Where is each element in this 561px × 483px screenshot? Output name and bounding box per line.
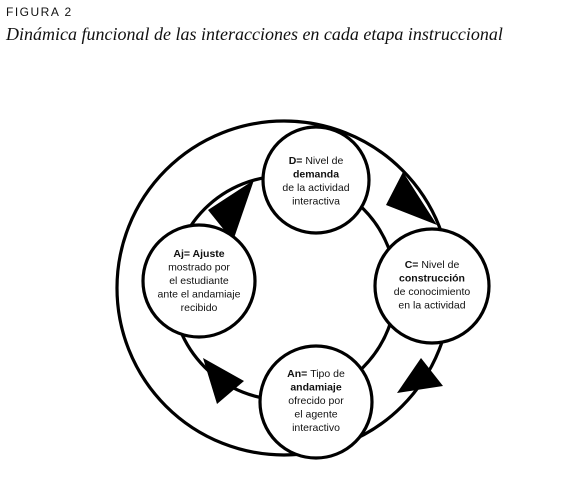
node-label-text: Tipo de: [310, 368, 345, 380]
node-label-line: [294, 409, 337, 421]
node-c-label: [394, 259, 471, 312]
node-label-bold-text: construcción: [399, 272, 465, 285]
node-label-line: [398, 300, 465, 312]
arrow-bottom-left-icon: [203, 358, 244, 404]
node-label-text: en la actividad: [398, 299, 466, 312]
node-label-line: [282, 182, 349, 194]
node-an-label: [287, 368, 345, 434]
node-label-text: recibido: [180, 302, 218, 314]
node-label-line: [292, 422, 340, 434]
node-label-text: interactiva: [292, 195, 340, 208]
node-label-line: [288, 395, 344, 407]
node-label-text: el estudiante: [169, 275, 229, 287]
figure-title: Dinámica funcional de las interacciones en cada etapa instruccional: [6, 24, 503, 44]
node-label-line: [289, 155, 344, 167]
node-label-text: de la actividad: [282, 182, 350, 194]
node-label-bold-text: Aj= Ajuste: [173, 248, 225, 260]
node-label-bold-text: C=: [404, 259, 422, 271]
node-label-line: [169, 275, 229, 287]
node-label-line: [394, 286, 471, 298]
node-label-text: mostrado por: [168, 261, 230, 274]
node-label-line: [293, 169, 339, 181]
node-label-line: [399, 273, 465, 285]
node-label-text: de conocimiento: [393, 286, 471, 298]
node-label-text: ofrecido por: [288, 395, 344, 407]
node-label-line: [173, 248, 224, 260]
node-label-line: [181, 302, 218, 314]
node-label-bold-text: An=: [287, 368, 311, 380]
node-label-text: Nivel de: [305, 155, 344, 167]
node-label-text: Nivel de: [421, 259, 460, 271]
figure-label: FIGURA 2: [6, 5, 73, 19]
node-label-line: [290, 382, 342, 394]
arrow-bottom-right-icon: [397, 358, 443, 393]
node-label-line: [287, 368, 345, 380]
node-label-bold-text: andamiaje: [290, 381, 342, 394]
node-label-bold-text: demanda: [292, 168, 340, 181]
node-label-text: el agente: [294, 408, 338, 421]
node-label-text: ante el andamiaje: [157, 288, 241, 301]
node-label-text: interactivo: [292, 422, 340, 434]
node-label-line: [168, 262, 230, 274]
node-label-bold-text: D=: [288, 155, 306, 167]
node-d-label: [282, 155, 349, 208]
node-label-line: [158, 289, 241, 301]
node-label-line: [405, 259, 460, 271]
node-label-line: [292, 196, 340, 208]
